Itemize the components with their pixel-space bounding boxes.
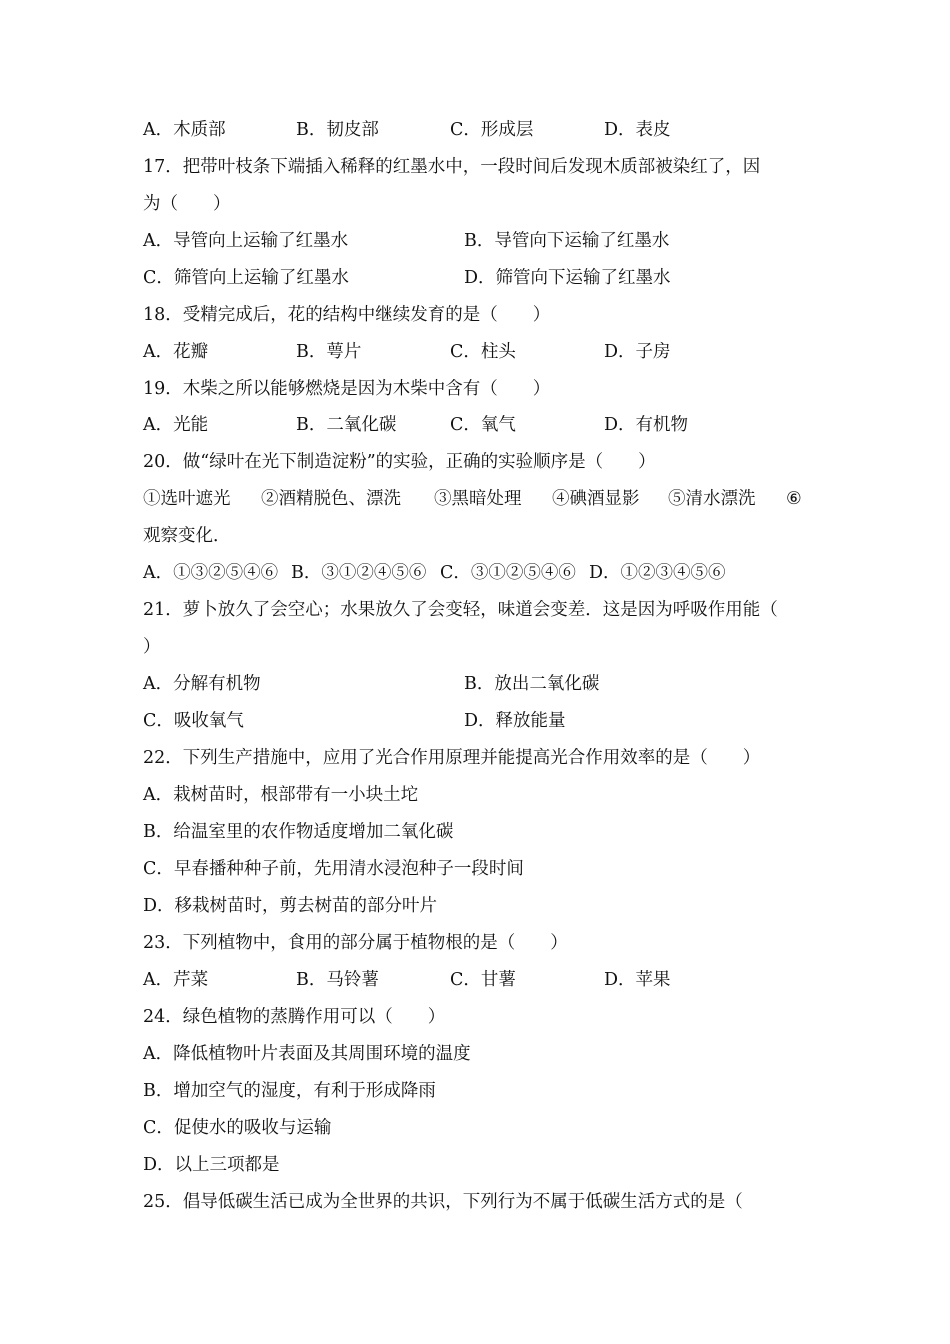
q21-option-b[interactable]: B．放出二氧化碳 — [464, 674, 600, 694]
q16-option-c[interactable]: C．形成层 — [450, 120, 534, 140]
q23-option-a[interactable]: A．芹菜 — [143, 970, 209, 990]
q22-option-b[interactable]: B．给温室里的农作物适度增加二氧化碳 — [143, 822, 454, 842]
q16-option-a[interactable]: A．木质部 — [143, 120, 226, 140]
q20-step-3: ③黑暗处理 — [434, 489, 522, 509]
q21-options-row1 — [143, 669, 813, 699]
q19-option-b[interactable]: B．二氧化碳 — [296, 415, 397, 435]
q19-option-c[interactable]: C．氧气 — [450, 415, 516, 435]
q20-step-4: ④碘酒显影 — [552, 489, 640, 509]
q18-option-c[interactable]: C．柱头 — [450, 342, 516, 362]
q16-option-d[interactable]: D．表皮 — [604, 120, 671, 140]
q20-stem: 20．做“绿叶在光下制造淀粉”的实验，正确的实验顺序是（ ） — [143, 452, 656, 472]
q22-stem: 22．下列生产措施中，应用了光合作用原理并能提高光合作用效率的是（ ） — [143, 748, 761, 768]
q17-option-b[interactable]: B．导管向下运输了红墨水 — [464, 231, 670, 251]
q21-options-row2 — [143, 706, 813, 736]
q21-stem-line2: ） — [143, 637, 161, 657]
q24-option-a[interactable]: A．降低植物叶片表面及其周围环境的温度 — [143, 1044, 471, 1064]
q18-stem: 18．受精完成后，花的结构中继续发育的是（ ） — [143, 305, 551, 325]
q23-option-c[interactable]: C．甘薯 — [450, 970, 516, 990]
q17-option-c[interactable]: C．筛管向上运输了红墨水 — [143, 268, 349, 288]
q21-option-d[interactable]: D．释放能量 — [464, 711, 566, 731]
q18-option-d[interactable]: D．子房 — [604, 342, 671, 362]
q20-step-5: ⑤清水漂洗 — [668, 489, 756, 509]
q20-option-a[interactable]: A．①③②⑤④⑥ — [143, 563, 279, 583]
q17-option-a[interactable]: A．导管向上运输了红墨水 — [143, 231, 349, 251]
q20-option-d[interactable]: D．①②③④⑤⑥ — [589, 563, 726, 583]
q20-steps-cont: 观察变化． — [143, 526, 231, 546]
q22-option-a[interactable]: A．栽树苗时，根部带有一小块土坨 — [143, 785, 419, 805]
q25-stem: 25．倡导低碳生活已成为全世界的共识，下列行为不属于低碳生活方式的是（ — [143, 1192, 743, 1212]
q17-stem-line2: 为（ ） — [143, 194, 231, 214]
q21-stem-line1: 21．萝卜放久了会空心；水果放久了会变轻，味道会变差．这是因为呼吸作用能（ — [143, 600, 778, 620]
q18-options — [143, 337, 813, 367]
q21-option-a[interactable]: A．分解有机物 — [143, 674, 261, 694]
q23-option-d[interactable]: D．苹果 — [604, 970, 671, 990]
q20-steps — [143, 484, 813, 514]
q18-option-b[interactable]: B．萼片 — [296, 342, 362, 362]
q20-step-1: ①选叶遮光 — [143, 489, 231, 509]
q16-option-b[interactable]: B．韧皮部 — [296, 120, 379, 140]
q17-options-row1 — [143, 226, 813, 256]
q19-option-a[interactable]: A．光能 — [143, 415, 209, 435]
q23-option-b[interactable]: B．马铃薯 — [296, 970, 379, 990]
q19-options — [143, 410, 813, 440]
q19-stem: 19．木柴之所以能够燃烧是因为木柴中含有（ ） — [143, 379, 551, 399]
q18-option-a[interactable]: A．花瓣 — [143, 342, 209, 362]
q16-options — [143, 115, 813, 145]
q19-option-d[interactable]: D．有机物 — [604, 415, 689, 435]
q20-step-2: ②酒精脱色、漂洗 — [261, 489, 401, 509]
q23-stem: 23．下列植物中，食用的部分属于植物根的是（ ） — [143, 933, 568, 953]
q24-option-b[interactable]: B．增加空气的湿度，有利于形成降雨 — [143, 1081, 436, 1101]
q22-option-c[interactable]: C．早春播种种子前，先用清水浸泡种子一段时间 — [143, 859, 524, 879]
q24-stem: 24．绿色植物的蒸腾作用可以（ ） — [143, 1007, 446, 1027]
q24-option-c[interactable]: C．促使水的吸收与运输 — [143, 1118, 332, 1138]
q20-option-c[interactable]: C．③①②⑤④⑥ — [440, 563, 576, 583]
q17-stem-line1: 17．把带叶枝条下端插入稀释的红墨水中，一段时间后发现木质部被染红了，因 — [143, 157, 761, 177]
q20-step-6: ⑥ — [786, 489, 802, 509]
q21-option-c[interactable]: C．吸收氧气 — [143, 711, 244, 731]
q22-option-d[interactable]: D．移栽树苗时，剪去树苗的部分叶片 — [143, 896, 438, 916]
q24-option-d[interactable]: D．以上三项都是 — [143, 1155, 280, 1175]
q17-option-d[interactable]: D．筛管向下运输了红墨水 — [464, 268, 671, 288]
q17-options-row2 — [143, 263, 813, 293]
q20-option-b[interactable]: B．③①②④⑤⑥ — [291, 563, 427, 583]
q20-options — [143, 558, 813, 588]
q23-options — [143, 965, 813, 995]
